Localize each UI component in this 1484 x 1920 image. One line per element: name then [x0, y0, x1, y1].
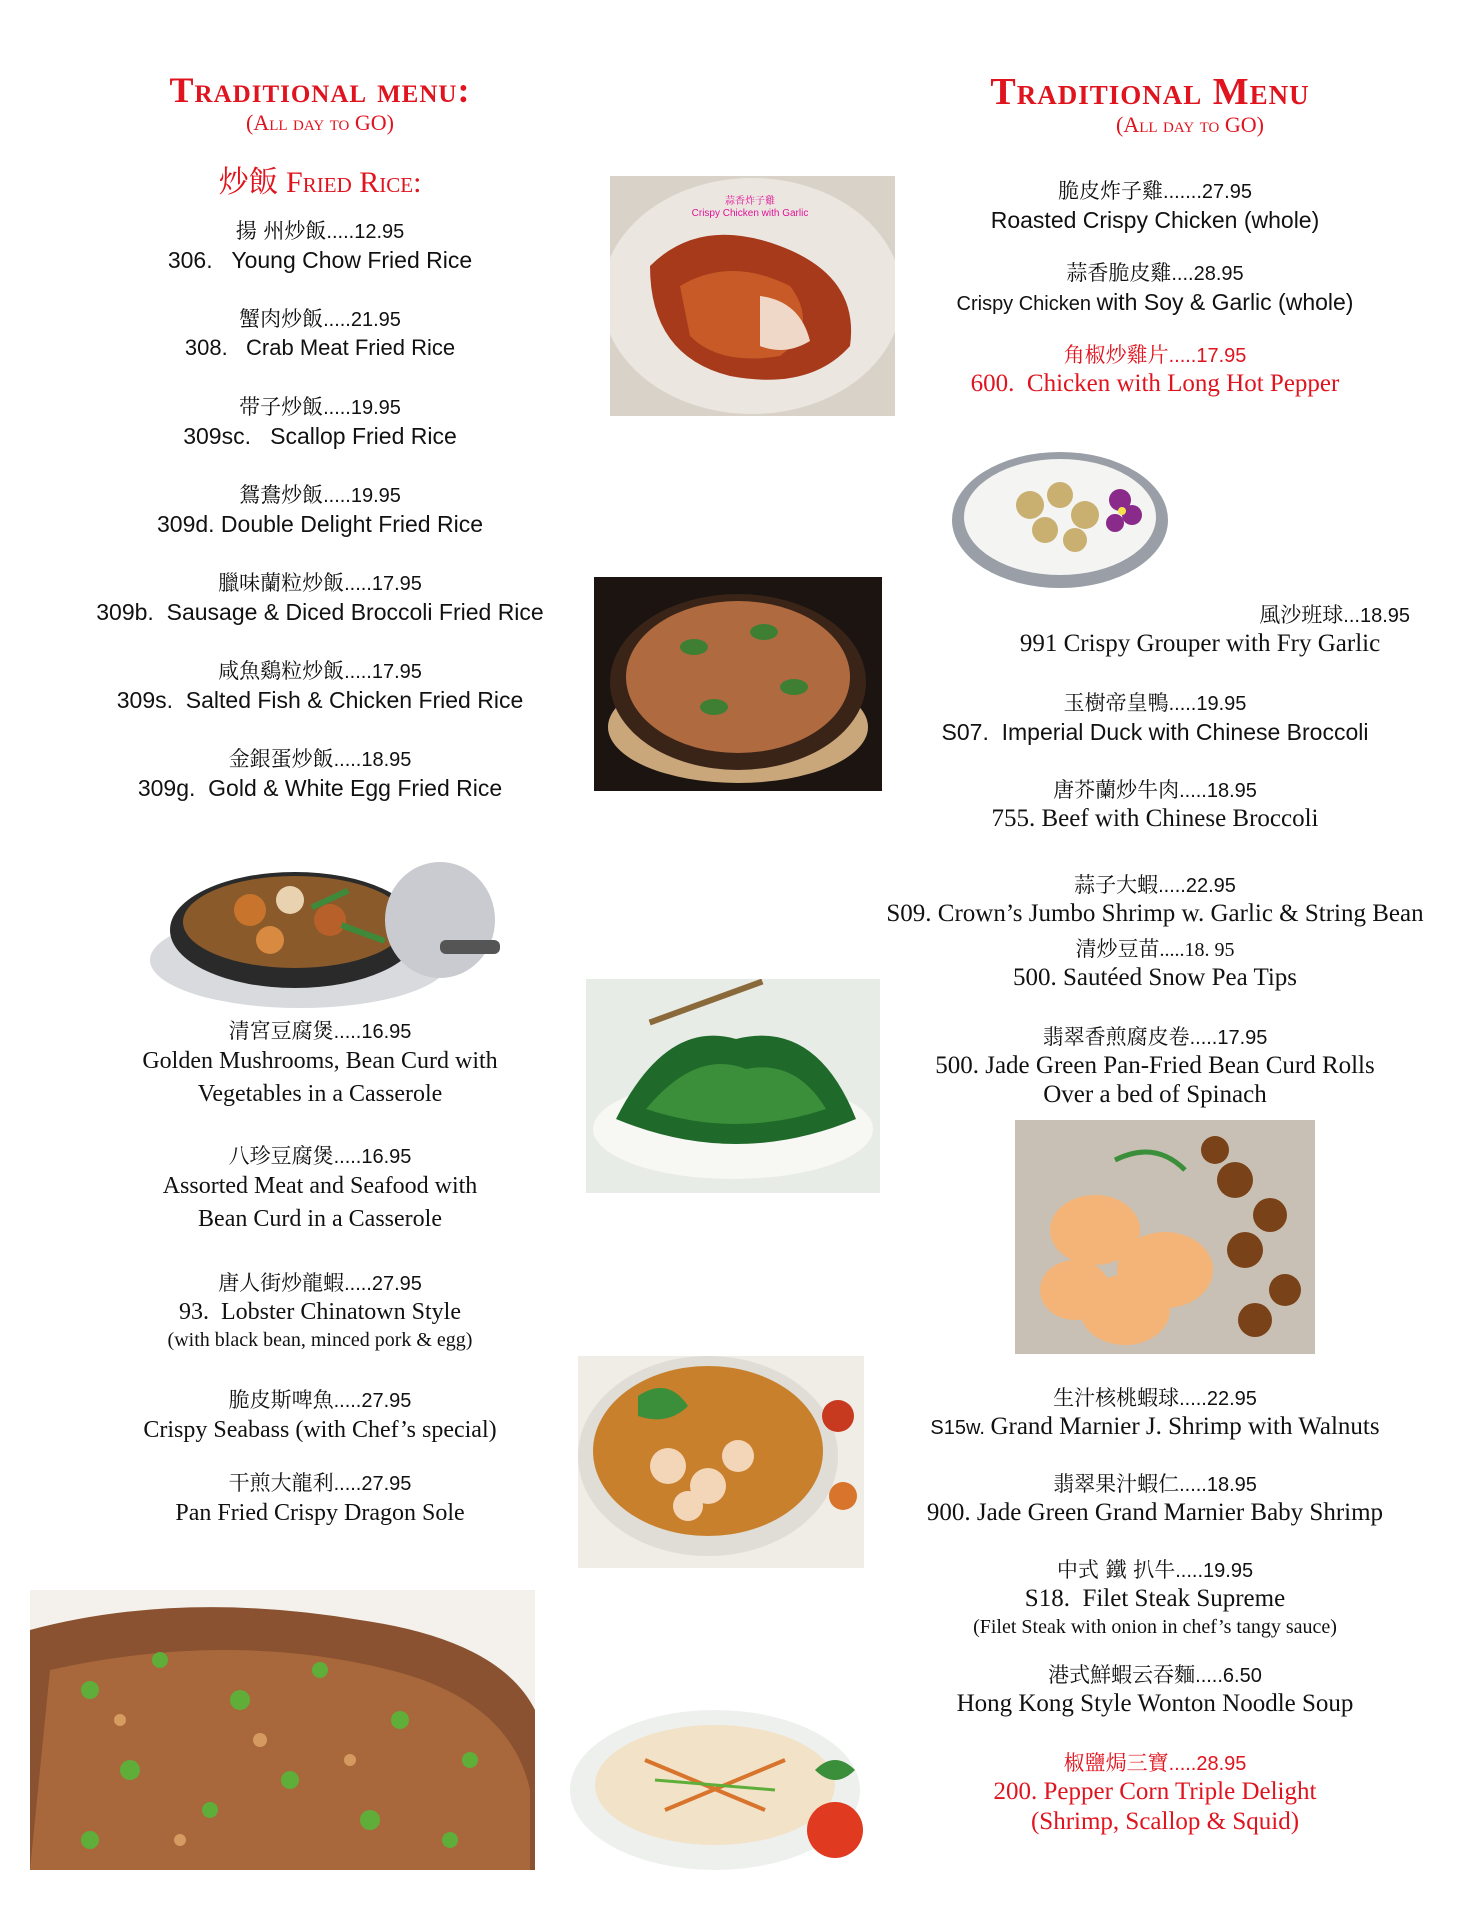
item-cn: 干煎大龍利 — [228, 1471, 334, 1495]
casserole-image — [140, 850, 500, 1010]
item-cn: 清宮豆腐煲 — [228, 1019, 334, 1043]
right-item-2 — [905, 342, 1405, 399]
item-en: 600. Chicken with Long Hot Pepper — [970, 370, 1340, 397]
item-price: .....17.95 — [1168, 345, 1247, 367]
item-cn: 翡翠果汁蝦仁 — [1053, 1472, 1180, 1496]
item-en-prefix: Crispy Chicken — [956, 293, 1097, 315]
item-price: .....12.95 — [326, 221, 405, 243]
triple-delight-photo — [565, 1670, 895, 1870]
menu-item — [40, 482, 600, 570]
item-cn: 蟹肉炒飯 — [239, 307, 324, 331]
grouper-photo — [950, 445, 1175, 590]
menu-item — [40, 570, 600, 658]
item-price: .......27.95 — [1163, 181, 1252, 203]
item-en: 500. Sautéed Snow Pea Tips — [1012, 964, 1298, 991]
grouper-image — [950, 445, 1175, 590]
right-item-9 — [880, 1385, 1430, 1443]
item-price: .....27.95 — [333, 1390, 412, 1412]
item-en: with Soy & Garlic (whole) — [1096, 289, 1354, 315]
menu-item — [40, 306, 600, 394]
right-item-5 — [905, 777, 1405, 834]
item-price: .....27.95 — [344, 1273, 422, 1295]
right-item-11 — [880, 1557, 1430, 1640]
wonton-soup-image — [578, 1356, 864, 1568]
item-cn: 翡翠香煎腐皮卷 — [1042, 1025, 1190, 1049]
item-price: .....19.95 — [323, 485, 401, 507]
left-title: Traditional menu: — [169, 70, 471, 110]
item-price: .....19.95 — [1168, 693, 1247, 715]
item-cn: 揚 州炒飯 — [235, 219, 327, 243]
item-price: .....18. 95 — [1159, 939, 1235, 961]
item-cn: 港式鮮蝦云吞麵 — [1048, 1663, 1196, 1687]
right-item-12 — [880, 1662, 1430, 1719]
item-price: .....18.95 — [1179, 1474, 1257, 1496]
snow-pea-tips-image — [586, 979, 880, 1193]
item-en-line2: Vegetables in a Casserole — [197, 1081, 443, 1107]
item-price: .....16.95 — [333, 1146, 412, 1168]
photo-caption — [670, 196, 830, 220]
item-en-line1: 500. Jade Green Pan-Fried Bean Curd Rolls — [935, 1052, 1375, 1079]
item-en-line2: (with black bean, minced pork & egg) — [167, 1329, 473, 1351]
snow-pea-tips-photo — [586, 979, 880, 1193]
item-price: .....6.50 — [1195, 1665, 1262, 1687]
right-item-3 — [1000, 602, 1420, 659]
item-price: .....22.95 — [1179, 1388, 1257, 1410]
item-en-line1: Assorted Meat and Seafood with — [162, 1173, 478, 1199]
item-price: .....19.95 — [323, 397, 401, 419]
casserole-photo — [140, 850, 500, 1010]
item-en: 309s. Salted Fish & Chicken Fried Rice — [116, 687, 524, 713]
item-cn: 八珍豆腐煲 — [228, 1144, 334, 1168]
item-en-line1: Golden Mushrooms, Bean Curd with — [142, 1048, 498, 1074]
item-en: 309g. Gold & White Egg Fried Rice — [137, 775, 503, 801]
fried-rice-heading: 炒飯 Fried Rice: — [218, 166, 422, 199]
item-en: 991 Crispy Grouper with Fry Garlic — [1019, 630, 1381, 657]
item-cn: 唐人街炒龍蝦 — [218, 1271, 345, 1295]
item-en: S09. Crown’s Jumbo Shrimp w. Garlic & String Bean — [886, 900, 1424, 927]
item-en-line2: Over a bed of Spinach — [1043, 1081, 1267, 1108]
item-cn: 蒜香脆皮雞 — [1066, 261, 1172, 285]
item-en: Roasted Crispy Chicken (whole) — [990, 207, 1320, 233]
menu-item — [40, 394, 600, 482]
item-en: 309d. Double Delight Fried Rice — [156, 511, 483, 537]
item-cn: 中式 鐵 扒牛 — [1056, 1558, 1176, 1582]
item-cn: 風沙班球 — [1259, 603, 1344, 627]
right-title: Traditional Menu — [990, 71, 1310, 113]
item-en-line2: (Shrimp, Scallop & Squid) — [1030, 1808, 1300, 1835]
item-price: .....16.95 — [333, 1021, 412, 1043]
right-item-0 — [905, 178, 1405, 235]
item-cn: 清炒豆苗 — [1075, 937, 1160, 961]
item-cn: 脆皮斯啤魚 — [228, 1388, 334, 1412]
item-cn: 蒜子大蝦 — [1074, 873, 1159, 897]
item-en: Pan Fried Crispy Dragon Sole — [175, 1500, 465, 1526]
fried-rice-list — [40, 218, 600, 834]
item-price: ....28.95 — [1171, 263, 1244, 285]
item-price: .....17.95 — [344, 661, 422, 683]
item-en-line1: 93. Lobster Chinatown Style — [179, 1299, 461, 1325]
wonton-soup-photo — [578, 1356, 864, 1568]
item-cn: 椒鹽焗三寶 — [1063, 1751, 1169, 1775]
item-price: .....21.95 — [323, 309, 401, 331]
item-en-line1: 200. Pepper Corn Triple Delight — [993, 1778, 1317, 1805]
item-en: Hong Kong Style Wonton Noodle Soup — [956, 1690, 1354, 1717]
item-en: 306. Young Chow Fried Rice — [167, 247, 473, 273]
item-en: 308. Crab Meat Fried Rice — [184, 335, 456, 360]
item-cn: 角椒炒雞片 — [1063, 343, 1169, 367]
left-subtitle: (All day to GO) — [246, 110, 394, 135]
item-en: 900. Jade Green Grand Marnier Baby Shrimp — [926, 1499, 1384, 1526]
seabass-item — [40, 1387, 600, 1446]
item-price: ...18.95 — [1343, 605, 1410, 627]
item-en: S07. Imperial Duck with Chinese Broccoli — [941, 719, 1369, 745]
menu-item — [40, 658, 600, 746]
casserole-1 — [40, 1018, 600, 1111]
item-cn: 臘味蘭粒炒飯 — [218, 571, 345, 595]
right-item-1 — [905, 260, 1405, 319]
item-price: .....17.95 — [1189, 1027, 1268, 1049]
right-item-10 — [880, 1471, 1430, 1528]
item-cn: 带子炒飯 — [239, 395, 324, 419]
item-price: .....19.95 — [1175, 1560, 1254, 1582]
item-en: 309sc. Scallop Fried Rice — [183, 423, 457, 449]
left-title-block — [40, 70, 600, 136]
walnut-shrimp-photo — [1015, 1120, 1315, 1354]
dragon-sole-photo — [30, 1590, 535, 1870]
item-en-line2: Bean Curd in a Casserole — [198, 1206, 442, 1232]
item-cn: 玉樹帝皇鴨 — [1063, 691, 1169, 715]
item-cn: 金銀蛋炒飯 — [228, 747, 334, 771]
item-price: .....18.95 — [333, 749, 412, 771]
fried-rice-image — [594, 577, 882, 791]
item-en-line2: (Filet Steak with onion in chef’s tangy sauce) — [973, 1616, 1337, 1638]
item-en-line1: S18. Filet Steak Supreme — [1024, 1585, 1286, 1612]
item-cn: 鴛鴦炒飯 — [239, 483, 324, 507]
item-price: .....27.95 — [333, 1473, 412, 1495]
item-price: .....17.95 — [344, 573, 422, 595]
right-subtitle: (All day to GO) — [1116, 112, 1264, 137]
item-cn: 脆皮炸子雞 — [1058, 179, 1164, 203]
menu-item — [40, 746, 600, 834]
walnut-shrimp-image — [1015, 1120, 1315, 1354]
item-price: .....22.95 — [1158, 875, 1236, 897]
item-en: Crispy Seabass (with Chef’s special) — [143, 1417, 497, 1443]
photo-caption-cn: 蒜香炸子雞 — [725, 196, 775, 207]
item-cn: 唐芥蘭炒牛肉 — [1053, 778, 1180, 802]
item-cn: 生汁核桃蝦球 — [1053, 1386, 1180, 1410]
sole-item — [40, 1470, 600, 1529]
menu-item — [40, 218, 600, 306]
photo-caption-en: Crispy Chicken with Garlic — [691, 208, 809, 219]
right-item-8 — [880, 1024, 1430, 1109]
casserole-2 — [40, 1143, 600, 1236]
right-item-13 — [880, 1750, 1430, 1837]
crispy-chicken-photo — [610, 176, 895, 416]
right-item-4 — [905, 690, 1405, 747]
item-en: Grand Marnier J. Shrimp with Walnuts — [990, 1413, 1380, 1440]
right-item-6 — [850, 872, 1460, 929]
item-cn: 咸魚鷄粒炒飯 — [218, 659, 345, 683]
fried-rice-photo — [594, 577, 882, 791]
item-en-prefix: S15w. — [930, 1417, 991, 1439]
right-item-7 — [905, 936, 1405, 993]
dragon-sole-image — [30, 1590, 535, 1870]
item-en: 755. Beef with Chinese Broccoli — [991, 805, 1319, 832]
item-price: .....18.95 — [1179, 780, 1257, 802]
triple-delight-image — [565, 1670, 895, 1870]
right-title-block — [910, 72, 1390, 138]
item-en: 309b. Sausage & Diced Broccoli Fried Rice — [96, 599, 544, 625]
lobster-item — [40, 1270, 600, 1353]
item-price: .....28.95 — [1168, 1753, 1247, 1775]
